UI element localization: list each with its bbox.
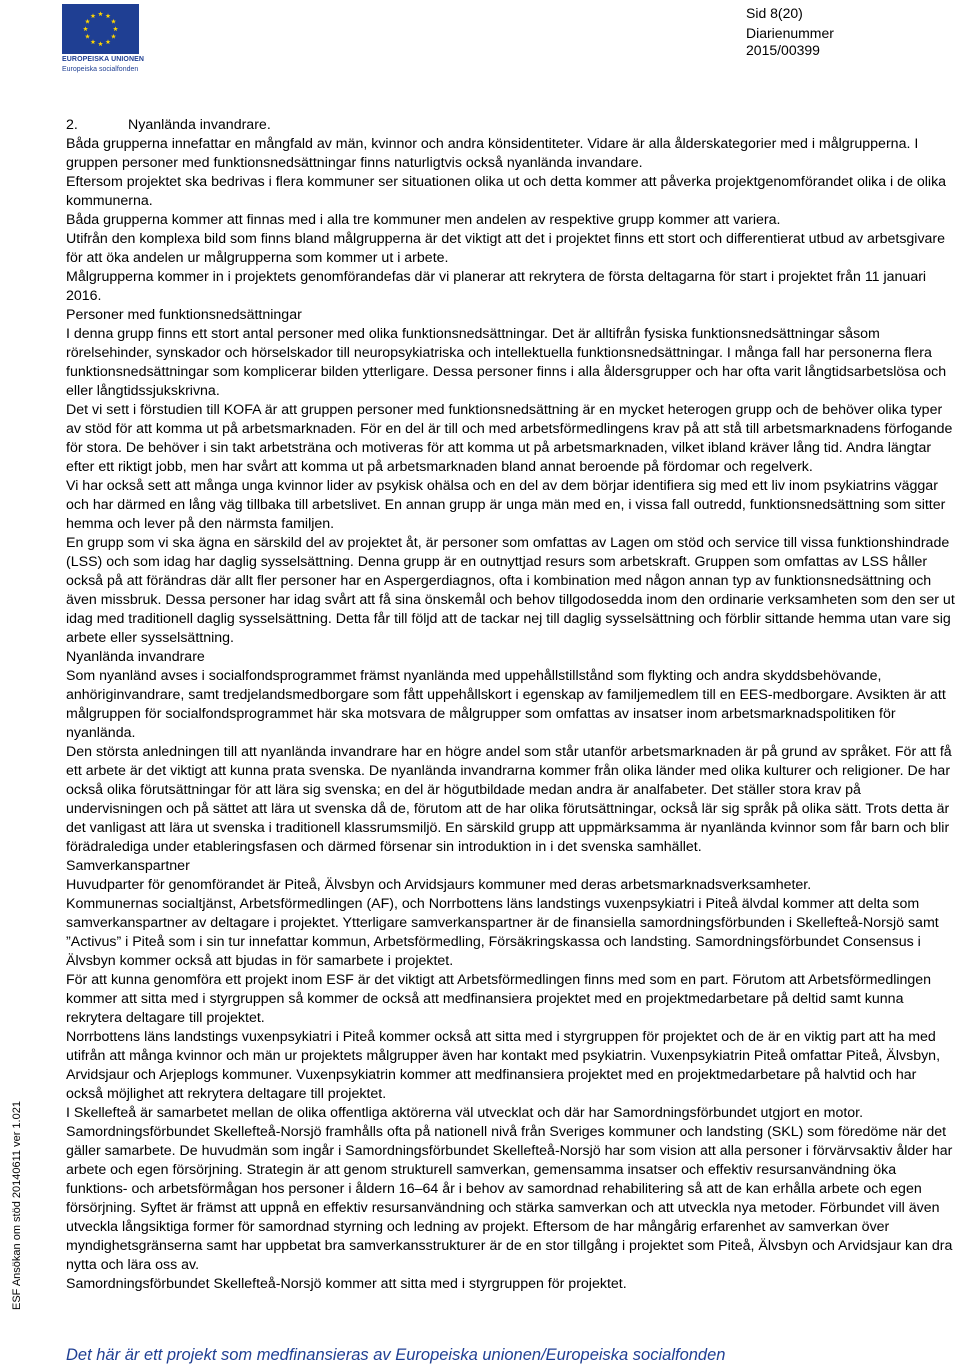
- paragraph: Det vi sett i förstudien till KOFA är att gruppen personer med funktionsnedsättning är en mycket heterogen grupp och de behöver olika typer av stöd för att komma ut på arbetsmarknaden. För en del är till och med arbetsförmedlingens krav på att stå till arbetsmarknadens förfogande för stora. De behöver i sin takt arbetsträna och motiveras för att komma ut på arbetsmarknaden, vilket ibland kräver lång tid. Andra längtar efter ett riktigt jobb, men har svårt att komma ut på arbetsmarknaden bland annat beroende på fördomar och regelverk.: [66, 402, 953, 475]
- paragraph: Samordningsförbundet Skellefteå-Norsjö kommer att sitta med i styrgruppen för projektet.: [66, 1276, 627, 1292]
- eu-logo: [62, 4, 145, 80]
- paragraph: En grupp som vi ska ägna en särskild del av projektet åt, är personer som omfattas av Lagen om stöd och service till vissa funktionshindrade (LSS) och som idag har daglig sysselsättning. Denna grupp är en outnyttjad resurs som arbetskraft. Gruppen som omfattas av LSS håller också på att förändras där allt fler personer har en Aspergerdiagnos, ofta i kombination med någon annan typ av funktionsnedsättning och även missbruk. Dessa personer har idag svårt att få sina önskemål och behov tillgodosedda inom den ordinarie verksamheten som den ser ut idag med traditionell daglig sysselsättning. Detta får till följd att de tackar nej till daglig sysselsättning och förblir sittande hemma utan vare sig arbete eller sysselsättning.: [66, 535, 955, 646]
- paragraph: Målgrupperna kommer in i projektets genomförandefas där vi planerar att rekrytera de första deltagarna för start i projektet från 11 januari 2016.: [66, 269, 927, 304]
- document-body: [66, 116, 956, 1294]
- side-version-text: ESF Ansökan om stöd 20140611 ver 1.021: [11, 1101, 23, 1310]
- diary-number: 2015/00399: [746, 42, 820, 58]
- paragraph: I Skellefteå är samarbetet mellan de olika offentliga aktörerna väl utvecklat och där har Samordningsförbundet utgjort en motor. Samordningsförbundet Skellefteå-Norsjö framhålls ofta på nationell nivå från Sveriges kommuner och landsting (SKL) som föredöme när det gäller samarbete. De huvudmän som ingår i Samordningsförbundet Skellefteå-Norsjö har som vision att alla personer i förvärvsaktiv ålder har arbete och egen försörjning. Strategin är att genom strukturell samverkan, gemensamma insatser och effektiv resursanvändning öka funktions- och arbetsförmågan hos personer i åldern 16–64 år i behov av samordnad rehabilitering så att de kan erhålla arbete och egen försörjning. Syftet är främst att uppnå en effektiv resursanvändning och stärka samverkan och att utveckla nya metoder. Förbundet vill även utveckla långsiktiga former för samordnad styrning och ledning av projekt. Eftersom de har mångårig erfarenhet av samverkan över myndighetsgränserna samt har uppbetat bra samverkansstrukturer är de en stor tillgång i projektet som Piteå, Älvsbyn och Arvidsjaur kan dra nytta och lära oss av.: [66, 1105, 953, 1273]
- eu-flag-icon: [62, 4, 139, 54]
- paragraph: Som nyanländ avses i socialfondsprogrammet främst nyanlända med uppehållstillstånd som flykting och andra skyddsbehövande, anhöriginvandrare, samt tredjelandsmedborgare som fått uppehållskort i egenskap av familjemedlem till en EES-medborgare. Avsikten är att målgruppen för socialfondsprogrammet här ska motsvara de målgrupper som omfattas av insatser inom arbetsmarknadspolitiken för nyanlända.: [66, 668, 946, 741]
- section-number: 2.: [66, 117, 78, 133]
- subheading: Nyanlända invandrare: [66, 649, 205, 665]
- diary-label: Diarienummer: [746, 25, 834, 41]
- paragraph: Båda grupperna kommer att finnas med i alla tre kommuner men andelen av respektive grupp kommer att variera.: [66, 212, 781, 228]
- subheading: Samverkanspartner: [66, 858, 190, 874]
- paragraph: Huvudparter för genomförandet är Piteå, Älvsbyn och Arvidsjaurs kommuner med deras arbetsmarknadsverksamheter.: [66, 877, 812, 893]
- paragraph: Kommunernas socialtjänst, Arbetsförmedlingen (AF), och Norrbottens läns landstings vuxenpsykiatri i Piteå älvdal kommer att delta som samverkanspartner av deltagare i projektet. Ytterligare samverkanspartner är de finansiella samordningsförbunden i Skellefteå-Norsjö samt ”Activus” i Piteå som i sin tur innefattar kommun, Arbetsförmedling, Försäkringskassa och landsting. Samordningsförbundet Consensus i Älvsbyn kommer också att bjudas in för samarbete i projektet.: [66, 896, 939, 969]
- page-number: Sid 8(20): [746, 5, 803, 21]
- paragraph: Vi har också sett att många unga kvinnor lider av psykisk ohälsa och en del av dem börjar identifiera sig med ett liv inom psykiatrins väggar och har därmed en lång väg tillbaka till arbetslivet. En annan grupp är unga män med en, i vissa fall outredd, funktionsnedsättning som sitter hemma och lever på den närmsta familjen.: [66, 478, 946, 532]
- paragraph: Utifrån den komplexa bild som finns bland målgrupperna är det viktigt att det i projektet finns ett stort och differentierat utbud av arbetsgivare för att öka andelen ur målgrupperna som kommer ut i arbete.: [66, 231, 946, 266]
- paragraph: Båda grupperna innefattar en mångfald av män, kvinnor och andra könsidentiteter. Vidare är alla ålderskategorier med i målgrupperna. I gruppen personer med funktionsnedsättningar finns naturligtvis också nyanlända invandare.: [66, 136, 919, 171]
- paragraph: I denna grupp finns ett stort antal personer med olika funktionsnedsättningar. Det är alltifrån fysiska funktionsnedsättningar såsom rörelsehinder, synskador och hörselskador till neuropsykiatriska och intellektuella funktionsnedsättningar. I många fall har personerna flera funktionsnedsättningar som komplicerar bilden ytterligare. Dessa personer finns i alla åldersgrupper och har ofta varit långtidsarbetslösa och eller långtidssjukskrivna.: [66, 326, 947, 399]
- section-heading: [66, 116, 956, 135]
- paragraph: Den största anledningen till att nyanlända invandrare har en högre andel som står utanför arbetsmarknaden är på grund av språket. För att få ett arbete är det viktigt att kunna prata svenska. De nyanlända invandrarna kommer från olika länder med olika kulturer och religioner. De har också olika förutsättningar för att lära sig svenska; en del är högutbildade medan andra är analfabeter. Det ställer stora krav på undervisningen och på sättet att lära ut svenska då de, förutom att de har olika förutsättningar, också lär sig språk på olika sätt. Trots detta är det vanligast att lära ut svenska i traditionell klassrumsmiljö. En särskild grupp att uppmärksamma är nyanlända kvinnor som får barn och blir förädralediga under etableringsfasen och därmed försenar sin introduktion in i det svenska samhället.: [66, 744, 952, 855]
- paragraph: För att kunna genomföra ett projekt inom ESF är det viktigt att Arbetsförmedlingen finns med som en part. Förutom att Arbetsförmedlingen kommer att sitta med i styrgruppen så kommer de också att medfinansiera projektet med en projektmedarbetare på deltid samt kunna rekrytera deltagare till projektet.: [66, 972, 932, 1026]
- paragraph: Eftersom projektet ska bedrivas i flera kommuner ser situationen olika ut och detta kommer att påverka projektgenomförandet olika i de olika kommunerna.: [66, 174, 947, 209]
- section-title: Nyanlända invandrare.: [128, 117, 271, 133]
- footer-text: Det här är ett projekt som medfinansieras av Europeiska unionen/Europeiska socialfonden: [66, 1346, 726, 1364]
- subheading: Personer med funktionsnedsättningar: [66, 307, 302, 323]
- paragraph: Norrbottens läns landstings vuxenpsykiatri i Piteå kommer också att sitta med i styrgruppen för projektet och de är en viktig part att ha med utifrån att många kvinnor och män ur projektets målgrupper även har kontakt med psykiatrin. Vuxenpsykiatrin Piteå omfattar Piteå, Älvsbyn, Arvidsjaur och Arjeplogs kommuner. Vuxenpsykiatrin kommer att medfinansiera projektet med en projektmedarbetare på halvtid och har också möjlighet att rekrytera deltagare till projektet.: [66, 1029, 941, 1102]
- logo-text-esf: Europeiska socialfonden: [62, 66, 139, 73]
- logo-text-eu: EUROPEISKA UNIONEN: [62, 56, 145, 63]
